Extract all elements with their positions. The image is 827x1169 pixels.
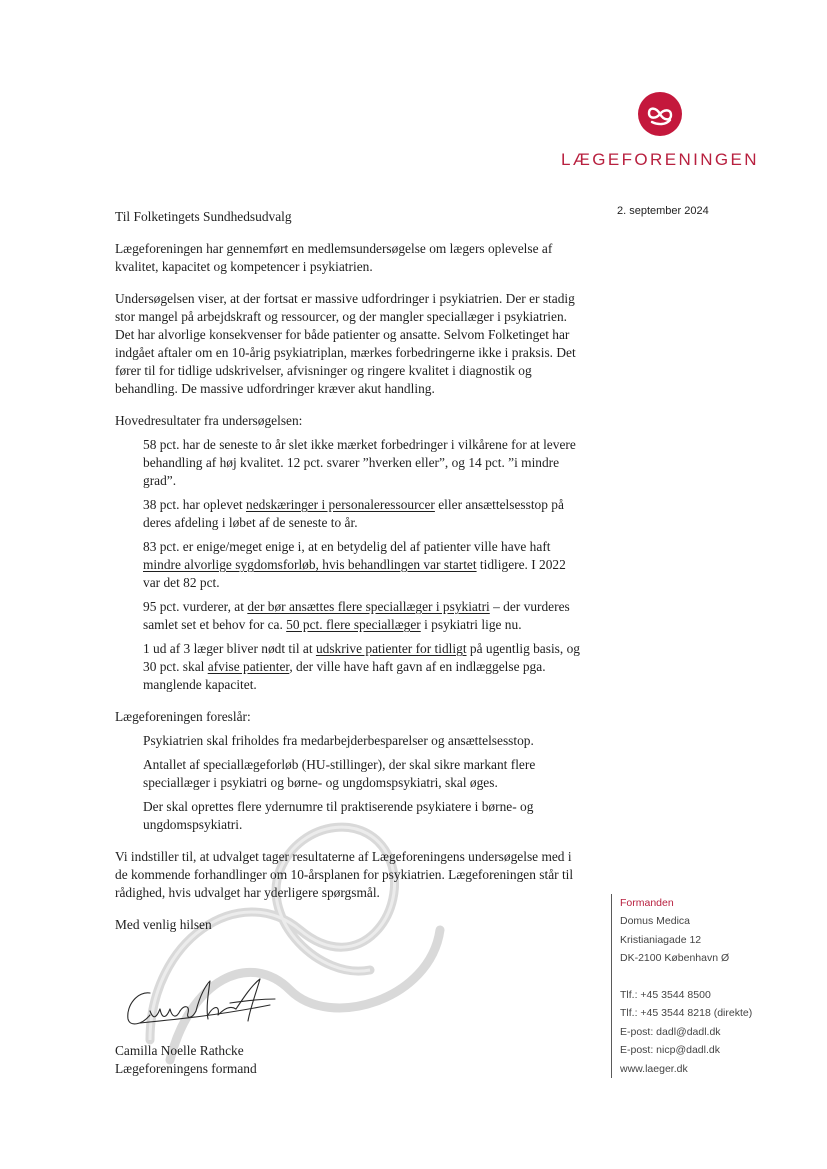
- result-item: 1 ud af 3 læger bliver nødt til at udskrive patienter for tidligt på ugentlig basis, og 30 pct. skal afvise patienter, der ville have haft gavn af en indlæggelse pga. manglende kapacitet.: [143, 641, 580, 692]
- signer-block: [115, 1042, 257, 1078]
- result-link[interactable]: nedskæringer i personaleressourcer: [246, 497, 435, 512]
- contact-role: Formanden: [620, 897, 674, 909]
- result-item: 38 pct. har oplevet nedskæringer i personaleressourcer eller ansættelsesstop på deres afdeling i løbet af de seneste to år.: [143, 497, 564, 530]
- result-link[interactable]: afvise patienter: [207, 659, 290, 674]
- contact-spacer: [620, 968, 752, 986]
- result-link[interactable]: 50 pct. flere speciallæger: [286, 617, 421, 632]
- proposal-item: Psykiatrien skal friholdes fra medarbejderbesparelser og ansættelsesstop.: [143, 733, 534, 748]
- contact-email[interactable]: E-post: dadl@dadl.dk: [620, 1025, 721, 1038]
- contact-city: DK-2100 København Ø: [620, 952, 730, 965]
- intro-paragraph: Lægeforeningen har gennemført en medlemsundersøgelse om lægers oplevelse af kvalitet, kapacitet og kompetencer i psykiatrien.: [115, 241, 553, 274]
- closing-paragraph: Vi indstiller til, at udvalget tager resultaterne af Lægeforeningens undersøgelse med i de kommende forhandlinger om 10-årsplanen for psykiatrien. Lægeforeningen står til rådighed, hvis udvalget har yderligere spørgsmål.: [115, 849, 574, 900]
- signer-title: Lægeforeningens formand: [115, 1061, 257, 1076]
- result-link[interactable]: udskrive patienter for tidligt: [315, 641, 467, 656]
- findings-paragraph: Undersøgelsen viser, at der fortsat er massive udfordringer i psykiatrien. Der er stadig stor mangel på arbejdskraft og ressourcer, og der mangler speciallæger i psykiatrien. Det har alvorlige konsekvenser for både patienter og ansatte. Selvom Folketinget har indgået aftaler om en 10-årig psykiatriplan, mærkes forbedringerne ikke i praksis. Det fører til for tidlige udskrivelser, afvisninger og ringere kvalitet i diagnostik og behandling. De massive udfordringer kræver akut handling.: [115, 291, 576, 396]
- results-list: [115, 436, 580, 694]
- result-item: 83 pct. er enige/meget enige i, at en betydelig del af patienter ville have haft mindre alvorlige sygdomsforløb, hvis behandlingen var startet tidligere. I 2022 var det 82 pct.: [143, 539, 566, 590]
- results-heading: Hovedresultater fra undersøgelsen:: [115, 413, 303, 428]
- contact-column: [611, 894, 752, 1078]
- recipient: Til Folketingets Sundhedsudvalg: [115, 209, 292, 224]
- contact-street: Kristianiagade 12: [620, 933, 702, 946]
- proposal-item: Der skal oprettes flere ydernumre til praktiserende psykiatere i børne- og ungdomspsykiatri.: [143, 799, 534, 832]
- brand-name: LÆGEFORENINGEN: [561, 150, 759, 169]
- contact-org: Domus Medica: [620, 915, 691, 928]
- contact-phone-direct: Tlf.: +45 3544 8218 (direkte): [620, 1007, 753, 1020]
- handwritten-signature: [120, 975, 280, 1035]
- greeting: Med venlig hilsen: [115, 917, 212, 932]
- proposals-heading: Lægeforeningen foreslår:: [115, 709, 251, 724]
- proposals-list: [115, 732, 580, 834]
- letter-date: 2. september 2024: [617, 205, 709, 217]
- contact-email[interactable]: E-post: nicp@dadl.dk: [620, 1044, 720, 1057]
- result-item: 58 pct. har de seneste to år slet ikke mærket forbedringer i vilkårene for at levere behandling af høj kvalitet. 12 pct. svarer ”hverken eller”, og 14 pct. ”i mindre grad”.: [143, 437, 576, 488]
- signer-name: Camilla Noelle Rathcke: [115, 1043, 244, 1058]
- contact-phone: Tlf.: +45 3544 8500: [620, 989, 711, 1002]
- result-link[interactable]: der bør ansættes flere speciallæger i psykiatri: [247, 599, 490, 614]
- contact-website[interactable]: www.laeger.dk: [620, 1062, 688, 1075]
- infinity-loop-icon: [638, 92, 682, 136]
- result-item: 95 pct. vurderer, at der bør ansættes flere speciallæger i psykiatri – der vurderes samlet set et behov for ca. 50 pct. flere speciallæger i psykiatri lige nu.: [143, 599, 570, 632]
- letter-body: [115, 208, 580, 934]
- result-link[interactable]: mindre alvorlige sygdomsforløb, hvis behandlingen var startet: [143, 557, 477, 572]
- proposal-item: Antallet af speciallægeforløb (HU-stillinger), der skal sikre markant flere speciallæger i psykiatri og børne- og ungdomspsykiatri, skal øges.: [143, 757, 536, 790]
